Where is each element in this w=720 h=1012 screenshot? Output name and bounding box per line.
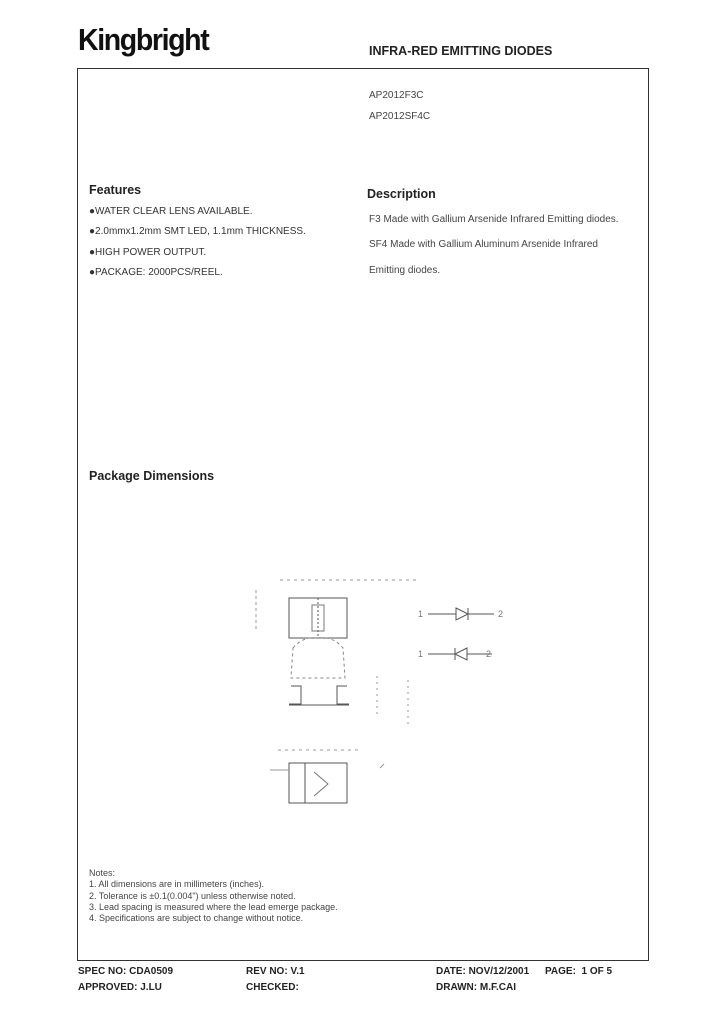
checked-by: CHECKED: bbox=[246, 982, 299, 993]
feature-item: ●HIGH POWER OUTPUT. bbox=[89, 247, 207, 258]
note-item: 4. Specifications are subject to change without notice. bbox=[89, 913, 304, 923]
feature-item: ●WATER CLEAR LENS AVAILABLE. bbox=[89, 206, 253, 217]
schematic-pin-label: 1 bbox=[418, 649, 424, 659]
lead-left bbox=[289, 686, 301, 704]
note-item: 1. All dimensions are in millimeters (inches). bbox=[89, 879, 265, 889]
part-number-2: AP2012SF4C bbox=[369, 111, 431, 122]
schematic-pin-label: 1 bbox=[418, 609, 424, 619]
description-line: SF4 Made with Gallium Aluminum Arsenide Infrared bbox=[369, 239, 598, 250]
schematic-pin-label: 2 bbox=[486, 649, 492, 659]
package-dimensions-heading: Package Dimensions bbox=[89, 469, 215, 483]
feature-item: ●PACKAGE: 2000PCS/REEL. bbox=[89, 267, 223, 278]
note-item: 2. Tolerance is ±0.1(0.004") unless otherwise noted. bbox=[89, 891, 296, 901]
note-item: 3. Lead spacing is measured where the lead emerge package. bbox=[89, 902, 338, 912]
page-number: PAGE: 1 OF 5 bbox=[545, 966, 613, 977]
features-heading: Features bbox=[89, 183, 142, 197]
footer-rule bbox=[77, 960, 649, 961]
part-number-1: AP2012F3C bbox=[369, 90, 424, 101]
approved-by: APPROVED: J.LU bbox=[78, 982, 162, 993]
diode-symbol-reverse bbox=[455, 648, 467, 660]
description-heading: Description bbox=[367, 187, 436, 201]
description-line: Emitting diodes. bbox=[369, 265, 441, 276]
brand-logo: Kingbright bbox=[78, 22, 209, 57]
package-bottom-view bbox=[289, 763, 347, 803]
drawn-by: DRAWN: M.F.CAI bbox=[436, 982, 516, 993]
description-line: F3 Made with Gallium Arsenide Infrared Emitting diodes. bbox=[369, 214, 619, 225]
diode-symbol bbox=[456, 608, 468, 620]
date: DATE: NOV/12/2001 bbox=[436, 966, 530, 977]
document-title: INFRA-RED EMITTING DIODES bbox=[369, 44, 553, 58]
lead-right bbox=[337, 686, 349, 704]
package-side-lens bbox=[291, 638, 345, 678]
polarity-mark bbox=[314, 772, 328, 796]
spec-number: SPEC NO: CDA0509 bbox=[78, 966, 174, 977]
schematic-pin-label: 2 bbox=[498, 609, 504, 619]
notes-heading: Notes: bbox=[89, 868, 116, 878]
feature-item: ●2.0mmx1.2mm SMT LED, 1.1mm THICKNESS. bbox=[89, 226, 306, 237]
revision-number: REV NO: V.1 bbox=[246, 966, 305, 977]
